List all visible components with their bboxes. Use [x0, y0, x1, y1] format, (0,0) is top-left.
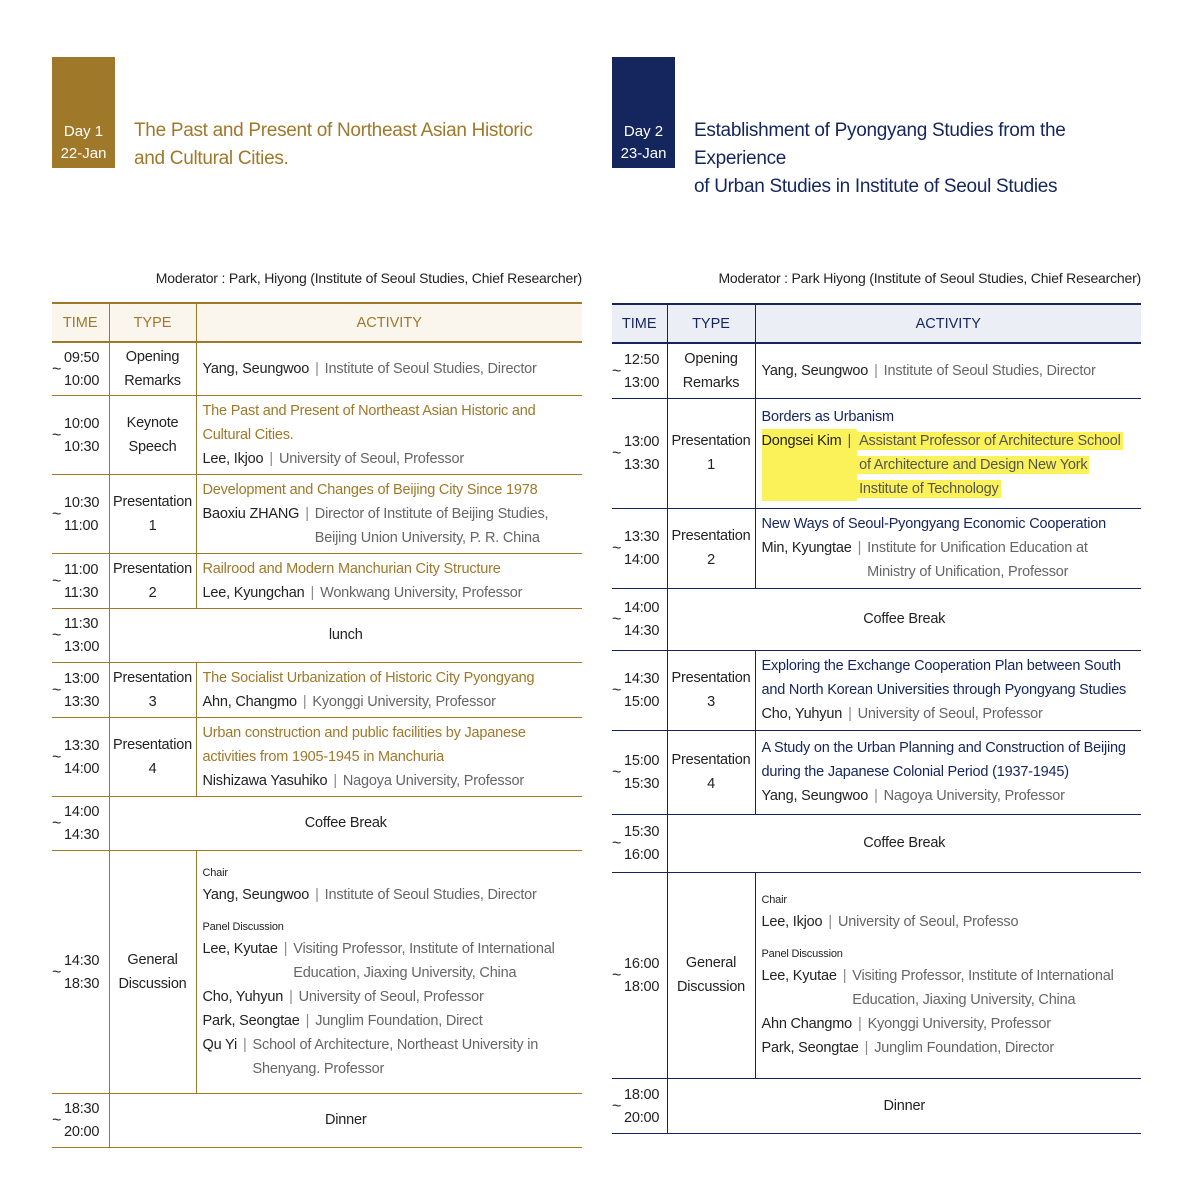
tilde: ~ [52, 505, 62, 523]
header-type: TYPE [667, 304, 755, 343]
type-line1: General [685, 955, 737, 971]
end-time: 15:30 [624, 776, 660, 792]
speaker-affiliation: Wonkwang University, Professor [320, 584, 523, 601]
header-type: TYPE [109, 303, 196, 342]
tilde: ~ [612, 445, 622, 462]
start-time: 09:50 [64, 349, 100, 366]
time-cell [612, 398, 667, 508]
separator: | [315, 360, 319, 377]
activity-cell [196, 850, 582, 1093]
table-row [52, 850, 582, 1093]
start-time: 13:00 [64, 670, 100, 687]
end-time: 13:30 [624, 457, 660, 473]
tilde: ~ [52, 426, 62, 444]
type-line2: Discussion [118, 975, 187, 992]
activity-cell [196, 342, 582, 395]
day2-title [694, 117, 1141, 201]
tilde: ~ [612, 1097, 622, 1115]
speaker-affiliation: Junglim Foundation, Director [874, 1040, 1055, 1056]
speaker-affiliation: Institute of Seoul Studies, Director [324, 886, 537, 903]
speaker-affiliation: University of Seoul, Professor [278, 450, 464, 467]
type-line1: Presentation [112, 669, 192, 686]
table-row [52, 717, 582, 796]
start-time: 10:00 [64, 415, 100, 432]
table-row [52, 553, 582, 608]
separator: | [858, 1016, 862, 1032]
activity-cell [196, 553, 582, 608]
type-cell [109, 342, 196, 395]
separator: | [333, 772, 337, 789]
start-time: 14:00 [624, 600, 660, 616]
activity-title: New Ways of Seoul-Pyongyang Economic Cooperation [761, 516, 1106, 532]
day2-title-line1: Establishment of Pyongyang Studies from the Experience [694, 120, 1066, 169]
end-time: 18:00 [624, 979, 660, 995]
tilde: ~ [612, 967, 622, 984]
coffee-break-cell: Coffee Break [667, 588, 1141, 650]
end-time: 16:00 [624, 847, 660, 863]
time-cell [612, 650, 667, 730]
tilde: ~ [52, 572, 62, 590]
speaker-affiliation [857, 429, 1135, 501]
tilde: ~ [612, 764, 622, 781]
time-cell [52, 474, 109, 553]
tilde: ~ [52, 360, 62, 378]
start-time: 13:30 [624, 529, 660, 545]
end-time: 20:00 [624, 1109, 660, 1126]
type-line1: Opening [684, 350, 738, 367]
separator: | [283, 940, 288, 957]
start-time: 10:30 [64, 494, 100, 511]
activity-title: The Past and Present of Northeast Asian Historic and Cultural Cities. [202, 402, 536, 443]
speaker-affiliation: Junglim Foundation, Direct [315, 1012, 483, 1029]
day1-header-row [52, 303, 582, 342]
day2-date: 23-Jan [620, 145, 667, 162]
speaker-name: Lee, Kyungchan [202, 584, 305, 601]
time-cell [612, 814, 667, 872]
separator: | [302, 693, 307, 710]
end-time: 14:00 [64, 760, 100, 777]
type-line2: Discussion [676, 979, 746, 995]
type-line1: General [127, 951, 178, 968]
type-line1: Presentation [112, 560, 192, 577]
activity-title: Railrood and Modern Manchurian City Structure [202, 560, 501, 577]
activity-cell [755, 730, 1141, 814]
day1-schedule-table [52, 302, 582, 1148]
speaker-affiliation: Director of Institute of Beijing Studies, Beijing Union University, P. R. China [314, 505, 549, 546]
end-time: 13:30 [64, 693, 100, 710]
type-line2: 2 [148, 584, 157, 601]
activity-title: Urban construction and public facilities by Japanese activities from 1905-1945 in Manchuria [202, 724, 526, 765]
speaker-name: Ahn Changmo [761, 1016, 852, 1032]
table-row [612, 872, 1141, 1078]
activity-title: A Study on the Urban Planning and Construction of Beijing during the Japanese Colonial Period (1937-1945) [761, 740, 1126, 780]
speaker [203, 1033, 577, 1081]
start-time: 16:00 [624, 956, 660, 972]
type-line1: Presentation [112, 493, 192, 510]
speaker-name: Lee, Ikjoo [202, 450, 264, 467]
time-cell [612, 1078, 667, 1133]
speaker [203, 447, 577, 471]
activity-title: The Socialist Urbanization of Historic City Pyongyang [202, 669, 535, 686]
speaker-name: Baoxiu ZHANG [202, 505, 300, 522]
speaker-name: Lee, Kyutae [761, 968, 837, 984]
separator: | [864, 1040, 869, 1056]
speaker-affiliation: University of Seoul, Professor [298, 988, 484, 1005]
speaker-name: Yang, Seungwoo [202, 360, 310, 377]
day2-label: Day 2 [623, 123, 664, 140]
day2-badge [612, 57, 675, 168]
speaker-name: Qu Yi [202, 1036, 237, 1053]
type-cell [109, 850, 196, 1093]
speaker [203, 937, 577, 985]
type-line2: Speech [128, 438, 177, 455]
start-time: 11:00 [64, 561, 99, 578]
type-line1: Opening [125, 348, 180, 365]
type-cell [109, 662, 196, 717]
time-cell [52, 608, 109, 662]
speaker [762, 536, 1136, 584]
type-cell [667, 343, 755, 398]
end-time: 11:00 [64, 517, 99, 534]
speaker-name: Yang, Seungwoo [761, 788, 869, 804]
speaker-name: Min, Kyungtae [761, 540, 852, 556]
end-time: 18:30 [64, 975, 100, 992]
type-line2: 4 [707, 776, 715, 792]
speaker [203, 883, 577, 907]
speaker-affiliation: Institute of Seoul Studies, Director [324, 360, 537, 377]
speaker [203, 357, 577, 381]
day2-schedule-table [612, 303, 1141, 1134]
tilde: ~ [52, 627, 62, 644]
dinner-cell: Dinner [667, 1078, 1141, 1133]
table-row [52, 342, 582, 395]
table-row [52, 608, 582, 662]
speaker-affiliation: School of Architecture, Northeast University in Shenyang. Professor [252, 1036, 539, 1077]
table-row [612, 343, 1141, 398]
time-cell [612, 343, 667, 398]
end-time: 10:00 [64, 372, 100, 389]
type-line2: Remarks [124, 372, 181, 389]
separator: | [310, 584, 315, 601]
type-line2: 4 [148, 760, 157, 777]
day1-moderator: Moderator : Park, Hiyong (Institute of Seoul Studies, Chief Researcher) [155, 270, 582, 286]
day2-title-line2: of Urban Studies in Institute of Seoul Studies [694, 176, 1058, 197]
header-activity: ACTIVITY [755, 304, 1141, 343]
separator: | [305, 505, 309, 522]
type-line2: 3 [707, 694, 715, 710]
speaker-name: Lee, Ikjoo [761, 914, 823, 930]
speaker-name: Yang, Seungwoo [761, 362, 869, 379]
speaker [762, 702, 1136, 726]
time-cell [52, 342, 109, 395]
tilde: ~ [612, 682, 622, 699]
header-activity: ACTIVITY [196, 303, 582, 342]
activity-title: Exploring the Exchange Cooperation Plan between South and North Korean Universities through Pyongyang Studies [761, 658, 1127, 698]
speaker [203, 769, 577, 793]
time-cell [52, 796, 109, 850]
activity-cell [196, 662, 582, 717]
coffee-break-cell: Coffee Break [109, 796, 582, 850]
speaker [203, 502, 577, 550]
speaker [203, 581, 577, 605]
speaker-affiliation: Kyonggi University, Professor [867, 1016, 1051, 1032]
coffee-break-cell: Coffee Break [667, 814, 1141, 872]
tilde: ~ [612, 362, 622, 380]
separator: | [242, 1036, 247, 1053]
table-row [612, 1078, 1141, 1133]
activity-cell [755, 508, 1141, 588]
speaker-affiliation: Nagoya University, Professor [342, 772, 524, 789]
speaker-name: Cho, Yuhyun [761, 706, 843, 722]
speaker-affiliation: Institute for Unification Education at Ministry of Unification, Professor [867, 540, 1088, 580]
start-time: 18:30 [64, 1101, 100, 1117]
start-time: 11:30 [64, 616, 99, 632]
time-cell [52, 662, 109, 717]
time-cell [612, 872, 667, 1078]
chair-label: Chair [761, 894, 787, 906]
end-time: 14:30 [624, 623, 660, 639]
table-row [612, 588, 1141, 650]
time-cell [52, 850, 109, 1093]
tilde: ~ [52, 815, 62, 832]
type-cell [109, 474, 196, 553]
highlighted-affiliation: Assistant Professor of Architecture School of Architecture and Design New York Institute of Technology [859, 433, 1121, 497]
speaker-name: Park, Seongtae [202, 1012, 300, 1029]
lunch-cell: lunch [109, 608, 582, 662]
activity-cell [196, 717, 582, 796]
chair-label: Chair [202, 866, 228, 879]
speaker-name: Nishizawa Yasuhiko [202, 772, 328, 789]
start-time: 13:00 [624, 434, 660, 450]
dinner-cell: Dinner [109, 1093, 582, 1147]
tilde: ~ [612, 540, 622, 557]
activity-cell [755, 398, 1141, 508]
separator: | [842, 968, 847, 984]
separator: | [305, 1012, 310, 1029]
type-cell [667, 508, 755, 588]
start-time: 15:30 [624, 824, 660, 840]
start-time: 14:00 [64, 804, 100, 820]
time-cell [52, 553, 109, 608]
speaker-affiliation: University of Seoul, Professo [837, 914, 1019, 930]
speaker-name: Yang, Seungwoo [202, 886, 310, 903]
table-row [52, 474, 582, 553]
separator: | [828, 914, 832, 930]
end-time: 14:00 [624, 552, 660, 568]
type-cell [109, 717, 196, 796]
activity-cell [196, 395, 582, 474]
separator: | [315, 886, 319, 903]
end-time: 15:00 [624, 694, 660, 710]
separator: | [289, 988, 293, 1005]
panel-label: Panel Discussion [202, 920, 284, 933]
tilde: ~ [52, 748, 62, 766]
activity-title: Borders as Urbanism [761, 409, 894, 425]
day2-moderator: Moderator : Park Hiyong (Institute of Seoul Studies, Chief Researcher) [718, 270, 1141, 286]
type-line1: Presentation [671, 670, 751, 686]
table-row [612, 508, 1141, 588]
start-time: 12:50 [624, 351, 660, 368]
speaker-name: Ahn, Changmo [202, 693, 297, 710]
speaker-affiliation: Nagoya University, Professor [883, 788, 1065, 804]
speaker-affiliation: Visiting Professor, Institute of International Education, Jiaxing University, China [852, 968, 1114, 1008]
speaker [762, 1012, 1136, 1036]
speaker-affiliation: University of Seoul, Professor [857, 706, 1043, 722]
spacer [203, 907, 577, 917]
table-row [52, 1093, 582, 1147]
start-time: 15:00 [624, 753, 660, 769]
tilde: ~ [52, 1112, 62, 1129]
day1-badge [52, 57, 115, 168]
type-cell [667, 398, 755, 508]
start-time: 14:30 [64, 952, 100, 969]
separator: | [874, 362, 878, 379]
table-row [612, 814, 1141, 872]
table-row [612, 398, 1141, 508]
table-row [52, 796, 582, 850]
speaker [203, 985, 577, 1009]
end-time: 11:30 [64, 584, 99, 601]
start-time: 13:30 [64, 737, 100, 754]
type-cell [667, 650, 755, 730]
activity-title: Development and Changes of Beijing City Since 1978 [202, 481, 538, 498]
day1-title [134, 117, 533, 173]
table-row [52, 662, 582, 717]
speaker-affiliation: Institute of Seoul Studies, Director [883, 362, 1096, 379]
speaker-name: Cho, Yuhyun [202, 988, 284, 1005]
type-line2: Remarks [682, 374, 740, 391]
speaker [762, 784, 1136, 808]
time-cell [52, 395, 109, 474]
activity-cell [755, 650, 1141, 730]
speaker-name: Lee, Kyutae [202, 940, 278, 957]
day1-date: 22-Jan [60, 145, 107, 162]
tilde: ~ [52, 963, 62, 981]
header-time: TIME [621, 315, 657, 332]
spacer [762, 934, 1136, 944]
speaker-affiliation: Kyonggi University, Professor [312, 693, 496, 710]
table-row [612, 730, 1141, 814]
separator: | [842, 429, 858, 501]
speaker [762, 359, 1136, 383]
speaker [762, 910, 1136, 934]
header-time: TIME [62, 314, 98, 331]
type-cell [667, 730, 755, 814]
separator: | [848, 706, 852, 722]
end-time: 14:30 [64, 827, 100, 843]
table-row [52, 395, 582, 474]
speaker-name: Park, Seongtae [761, 1040, 859, 1056]
activity-cell [196, 474, 582, 553]
time-cell [52, 717, 109, 796]
day1-label: Day 1 [63, 123, 104, 140]
speaker [203, 690, 577, 714]
separator: | [269, 450, 273, 467]
type-line1: Presentation [112, 736, 192, 753]
type-line2: 2 [707, 552, 715, 568]
type-cell [109, 553, 196, 608]
time-cell [612, 508, 667, 588]
type-line1: Presentation [671, 433, 751, 449]
time-cell [612, 730, 667, 814]
table-row [612, 650, 1141, 730]
activity-cell [755, 872, 1141, 1078]
start-time: 18:00 [624, 1086, 660, 1103]
speaker-affiliation: Visiting Professor, Institute of International Education, Jiaxing University, China [293, 940, 555, 981]
panel-label: Panel Discussion [761, 948, 843, 960]
end-time: 20:00 [64, 1124, 100, 1140]
day2-header-row [612, 304, 1141, 343]
separator: | [857, 540, 862, 556]
type-cell [667, 872, 755, 1078]
speaker [762, 1036, 1136, 1060]
type-line2: 1 [148, 517, 157, 534]
type-line2: 1 [707, 457, 715, 473]
type-cell [109, 395, 196, 474]
tilde: ~ [612, 835, 622, 852]
type-line1: Presentation [671, 752, 751, 768]
speaker [203, 1009, 577, 1033]
end-time: 10:30 [64, 438, 100, 455]
tilde: ~ [612, 611, 622, 628]
time-cell [52, 1093, 109, 1147]
speaker-highlighted [762, 429, 1136, 501]
start-time: 14:30 [624, 671, 660, 687]
type-line1: Presentation [671, 528, 751, 544]
separator: | [874, 788, 878, 804]
speaker-name: Dongsei Kim [762, 429, 842, 501]
end-time: 13:00 [624, 374, 660, 391]
end-time: 13:00 [64, 639, 100, 655]
speaker [762, 964, 1136, 1012]
type-line1: Keynote [126, 414, 179, 431]
day1-title-line2: and Cultural Cities. [134, 148, 289, 169]
tilde: ~ [52, 681, 62, 699]
activity-cell [755, 343, 1141, 398]
time-cell [612, 588, 667, 650]
type-line2: 3 [148, 693, 157, 710]
day1-title-line1: The Past and Present of Northeast Asian Historic [134, 120, 533, 141]
